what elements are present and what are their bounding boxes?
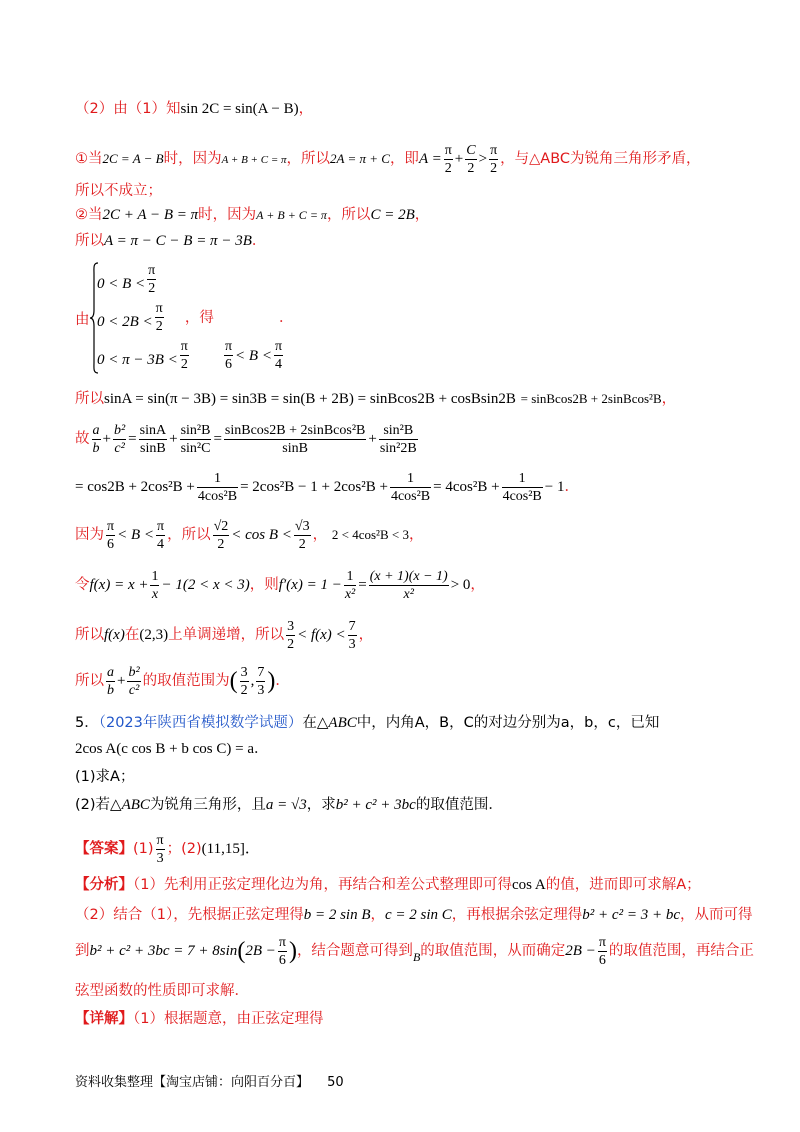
case2-m1: 2C + A − B = π — [102, 207, 199, 223]
analysis-line1: 【分析】（1）先利用正弦定理化边为角，再结合和差公式整理即可得cos A的值，进而即可求解A； — [75, 877, 701, 893]
case2-d: ， — [414, 207, 430, 223]
intro-text: （2）由（1）知 — [75, 101, 181, 117]
c3-m: A = π − C − B = π − 3B — [104, 233, 252, 249]
case1-b: 时，因为 — [163, 151, 222, 167]
frac-C-2: $\frac{C}{2}$ — [466, 142, 476, 176]
detail-label: 【详解】 — [75, 1011, 133, 1027]
case1-a: ①当 — [75, 151, 103, 167]
case1-m3: 2A = π + C — [330, 151, 390, 166]
range-line: 因为 $\frac{\pi}{6}$ < B < $\frac{\pi}{4}$ ，所以 $\frac{√2}{2}$ < cos B < $\frac{√3}{2}$ ， 2 < 4cos²B < 3， — [75, 518, 424, 552]
case2-line — [75, 204, 429, 225]
problem5-q2: (2)若△ABC为锐角三角形，且a = √3，求b² + c² + 3bc的取值范围． — [75, 797, 503, 813]
case1-line: ①当2C = A − B时，因为A + B + C = π，所以2A = π + C，即A = $\frac{\pi}{2}$ + $\frac{C}{2}$ > $\frac{\pi}{2}$ ，与△ABC为锐角三角形矛盾， — [75, 142, 701, 176]
case1-f: 所以不成立； — [75, 183, 162, 199]
case1-e: ，与△ABC为锐角三角形矛盾， — [500, 151, 701, 167]
page-number: 50 — [327, 1075, 344, 1090]
cos-eq-line: = cos2B + 2cos²B + $\frac{1}{\text{4cos²B}}$ = 2cos²B − 1 + 2cos²B + $\frac{1}{\text{4cos²B}}$ = 4cos²B + $\frac{1}{\text{4cos²B}}$ − 1． — [75, 470, 579, 504]
case2-b: 时，因为 — [198, 207, 257, 223]
sys-you: 由 — [75, 312, 90, 328]
sys-de: ，得 — [184, 310, 214, 326]
frac-pi-2b: $\frac{\pi}{2}$ — [490, 142, 498, 176]
problem5-source: （2023年陕西省模拟数学试题） — [98, 715, 303, 731]
case1-m4a: A = — [418, 151, 442, 167]
answer-label: 【答案】 — [75, 841, 133, 857]
gu-label: 故 — [75, 431, 90, 447]
part2-intro-line — [75, 98, 313, 119]
sys-row-3: 0 < π − 3B < $\frac{\pi}{2}$ $\frac{\pi}{6}$ < B < $\frac{\pi}{4}$ — [97, 339, 283, 372]
sinA-a: 所以 — [75, 391, 104, 407]
intro-end: ， — [298, 101, 314, 117]
frac-pi-6: $\frac{\pi}{6}$ — [224, 339, 233, 372]
problem5-line1: 5．（2023年陕西省模拟数学试题）在△ABC中，内角A，B，C的对边分别为a，b，c，已知 — [75, 715, 660, 731]
problem5-q1: (1)求A； — [75, 769, 135, 785]
page-footer — [75, 1071, 344, 1090]
gt-sign: > — [478, 151, 488, 167]
analysis-line2: （2）结合（1），先根据正弦定理得b = 2 sin B，c = 2 sin C，再根据余弦定理得b² + c² = 3 + bc，从而可得 — [75, 907, 753, 923]
analysis-label: 【分析】 — [75, 877, 133, 893]
case2-A-line — [75, 230, 266, 251]
analysis-line4: 弦型函数的性质即可求解． — [75, 983, 249, 999]
sys-dot: ． — [278, 310, 294, 326]
sinA-m: sinA = sin(π − 3B) = sin3B = sin(B + 2B) = sinBcos2B + cosBsin2B — [104, 391, 516, 407]
sys-row-2: 0 < 2B < $\frac{\pi}{2}$ ，得 ． — [97, 301, 294, 334]
problem5-line2: 2cos A(c cos B + b cos C) = a． — [75, 741, 269, 757]
case2-a: ②当 — [75, 207, 103, 223]
sinA-end: ， — [661, 391, 677, 407]
case1-d: ，即 — [389, 151, 419, 167]
case1-conclusion — [75, 180, 162, 201]
sinA-m2: = sinBcos2B + 2sinBcos²B — [520, 391, 662, 406]
fx-line: 令f(x) = x + $\frac{1}{x}$ − 1(2 < x < 3)，则f′(x) = 1 − $\frac{1}{\text{x²}}$ = $\frac{(x + 1)(x - 1)}{\text{x²}}$ > 0， — [75, 568, 485, 602]
case1-m2: A + B + C = π — [221, 154, 287, 166]
intro-math: sin 2C = sin(A − B) — [180, 101, 299, 117]
c3-b: ． — [251, 233, 267, 249]
case2-c: ，所以 — [326, 207, 371, 223]
detail-line: 【详解】（1）根据题意，由正弦定理得 — [75, 1011, 324, 1027]
answer-line: 【答案】(1) $\frac{\pi}{3}$ ；(2)(11,15]． — [75, 832, 260, 866]
mono-line: 所以f(x)在(2,3)上单调递增，所以 $\frac{3}{2}$ < f(x) < $\frac{7}{3}$ ， — [75, 618, 374, 652]
case1-c: ，所以 — [286, 151, 330, 167]
c3-a: 所以 — [75, 233, 104, 249]
sys-row-1: 0 < B < $\frac{\pi}{2}$ — [97, 263, 156, 296]
case1-m1: 2C = A − B — [102, 151, 164, 166]
frac-pi-2: $\frac{\pi}{2}$ — [444, 142, 452, 176]
case2-m3: C = 2B — [370, 207, 415, 223]
analysis-line3: 到b² + c² + 3bc = 7 + 8sin(2B − $\frac{\pi}{6}$ )，结合题意可得到$_B$的取值范围，从而确定2B − $\frac{\pi}{6}$ 的取值范围，再结合正 — [75, 934, 754, 968]
sinA-line — [75, 388, 676, 409]
case2-m2: A + B + C = π — [256, 208, 327, 222]
gu-line: 故 $\frac{a}{b}$ + $\frac{\text{b²}}{\text{c²}}$ = $\frac{\sin A}{\sin B}$ + $\frac{\text{sin²B}}{\text{sin²C}}$ = $\frac{\text{sinBcos2B + 2sinBcos²B}}{\sin B}$ + $\frac{\text{sin²B}}{\text{sin²2B}}$ — [75, 422, 417, 456]
inequality-system — [75, 262, 335, 374]
final-range-line: 所以 $\frac{a}{b}$ + $\frac{\text{b²}}{\text{c²}}$ 的取值范围为( $\frac{3}{2}$ , $\frac{7}{3}$ )． — [75, 664, 290, 698]
frac-pi-4: $\frac{\pi}{4}$ — [274, 339, 283, 372]
footer-text: 资料收集整理【淘宝店铺：向阳百分百】 — [75, 1075, 310, 1090]
